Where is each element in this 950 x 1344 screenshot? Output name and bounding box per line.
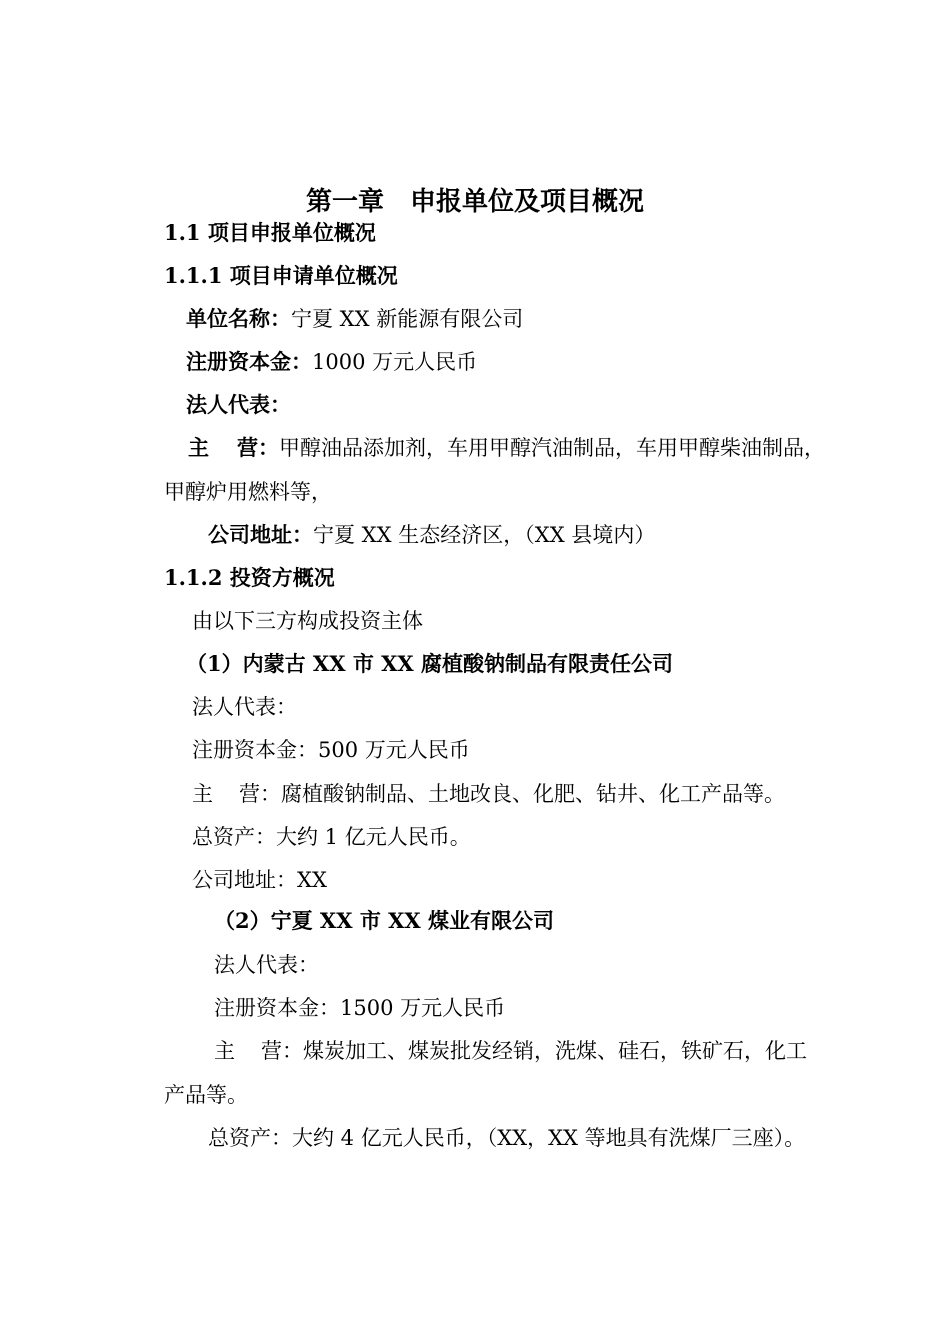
investor1-business-value: 营：腐植酸钠制品、土地改良、化肥、钻井、化工产品等。 [239,782,785,806]
applicant-name-line [186,304,523,334]
investor2-title: （2）宁夏 XX 市 XX 煤业有限公司 [214,908,555,933]
applicant-name-value: 宁夏 XX 新能源有限公司 [291,307,524,331]
applicant-capital-line [186,347,477,377]
investor1-capital: 注册资本金：500 万元人民币 [192,738,470,762]
investor2-business-line [214,1036,807,1066]
applicant-name-label: 单位名称： [186,306,291,331]
section-heading-1-1: 1.1 项目申报单位概况 [164,220,376,245]
applicant-business-line [188,433,825,463]
applicant-address-value: 宁夏 XX 生态经济区，（XX 县境内） [313,523,656,547]
investor2-business-value-1: 营：煤炭加工、煤炭批发经销，洗煤、硅石，铁矿石，化工 [261,1039,807,1063]
investor2-assets: 总资产：大约 4 亿元人民币，（XX，XX 等地具有洗煤厂三座）。 [208,1126,806,1150]
applicant-legal-label: 法人代表： [186,392,291,417]
applicant-business-label-2: 营： [237,435,279,460]
investor1-business-line [192,779,785,809]
applicant-legal-line [186,390,291,420]
applicant-address-label: 公司地址： [208,522,313,547]
applicant-business-value-2: 甲醇炉用燃料等， [164,480,332,504]
investor1-address: 公司地址：XX [192,868,327,892]
applicant-business-value-1: 甲醇油品添加剂，车用甲醇汽油制品，车用甲醇柴油制品， [279,436,825,460]
investor1-legal: 法人代表： [192,695,297,719]
applicant-address-line [208,520,655,550]
investor2-business-value-2: 产品等。 [164,1083,248,1107]
investor1-assets: 总资产：大约 1 亿元人民币。 [192,825,471,849]
investor1-business-label: 主 [192,782,213,806]
investor2-capital: 注册资本金：1500 万元人民币 [214,996,506,1020]
investors-intro: 由以下三方构成投资主体 [192,609,423,633]
chapter-title: 第一章 申报单位及项目概况 [305,187,644,217]
section-heading-1-1-2: 1.1.2 投资方概况 [164,565,335,590]
applicant-capital-value: 1000 万元人民币 [312,350,478,374]
investor1-title: （1）内蒙古 XX 市 XX 腐植酸钠制品有限责任公司 [186,651,674,676]
investor2-legal: 法人代表： [214,953,319,977]
applicant-capital-label: 注册资本金： [186,349,312,374]
applicant-business-label-1: 主 [188,435,209,460]
section-heading-1-1-1: 1.1.1 项目申请单位概况 [164,263,398,288]
investor2-business-label: 主 [214,1039,235,1063]
